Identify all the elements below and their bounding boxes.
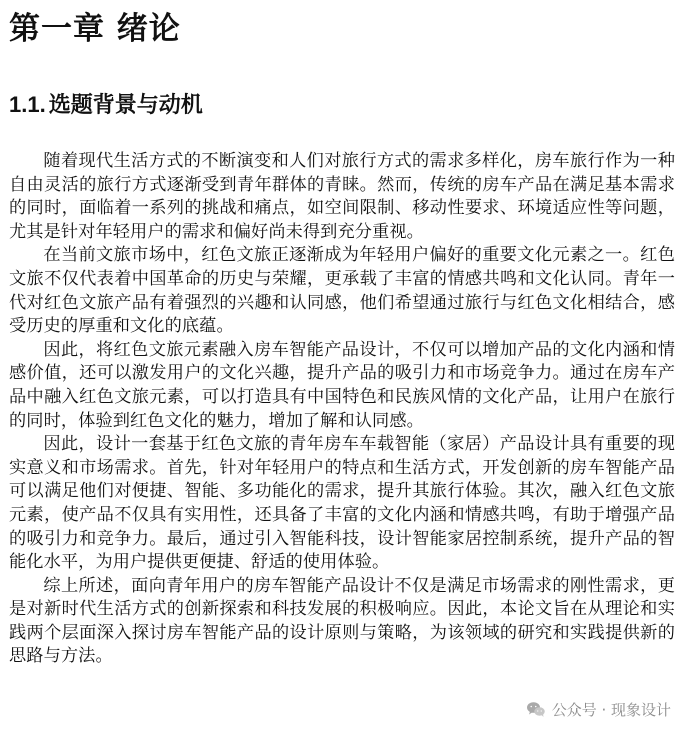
paragraph-4: 因此，设计一套基于红色文旅的青年房车车载智能（家居）产品设计具有重要的现实意义和市场需求。首先，针对年轻用户的特点和生活方式，开发创新的房车智能产品可以满足他们对便捷、智能、多功能化的需求，提升其旅行体验。其次，融入红色文旅元素，使产品不仅具有实用性，还具备了丰富的文化内涵和情感共鸣，有助于增强产品的吸引力和竞争力。最后，通过引入智能科技，设计智能家居控制系统，提升产品的智能化水平，为用户提供更便捷、舒适的使用体验。 [9, 434, 675, 573]
chapter-title: 第一章 绪论 [9, 11, 181, 47]
section-number: 1.1. [9, 92, 46, 117]
paragraph-2: 在当前文旅市场中，红色文旅正逐渐成为年轻用户偏好的重要文化元素之一。红色文旅不仅代表着中国革命的历史与荣耀，更承载了丰富的情感共鸣和文化认同。青年一代对红色文旅产品有着强烈的兴趣和认同感，他们希望通过旅行与红色文化相结合，感受历史的厚重和文化的底蕴。 [9, 245, 675, 337]
body-text [9, 150, 675, 669]
paragraph-5: 综上所述，面向青年用户的房车智能产品设计不仅是满足市场需求的刚性需求，更是对新时代生活方式的创新探索和科技发展的积极响应。因此，本论文旨在从理论和实践两个层面深入探讨房车智能产品的设计原则与策略，为该领域的研究和实践提供新的思路与方法。 [9, 575, 675, 667]
section-heading [9, 91, 203, 119]
paragraph-3: 因此，将红色文旅元素融入房车智能产品设计，不仅可以增加产品的文化内涵和情感价值，还可以激发用户的文化兴趣，提升产品的吸引力和市场竞争力。通过在房车产品中融入红色文旅元素，可以打造具有中国特色和民族风情的文化产品，让用户在旅行的同时，体验到红色文化的魅力，增加了解和认同感。 [9, 339, 675, 431]
paragraph-1: 随着现代生活方式的不断演变和人们对旅行方式的需求多样化，房车旅行作为一种自由灵活的旅行方式逐渐受到青年群体的青睐。然而，传统的房车产品在满足基本需求的同时，面临着一系列的挑战和痛点，如空间限制、移动性要求、环境适应性等问题，尤其是针对年轻用户的需求和偏好尚未得到充分重视。 [9, 151, 675, 242]
watermark-text: 公众号 · 现象设计 [551, 701, 671, 719]
watermark [524, 699, 673, 720]
wechat-icon [526, 701, 546, 718]
section-title: 选题背景与动机 [48, 92, 203, 118]
